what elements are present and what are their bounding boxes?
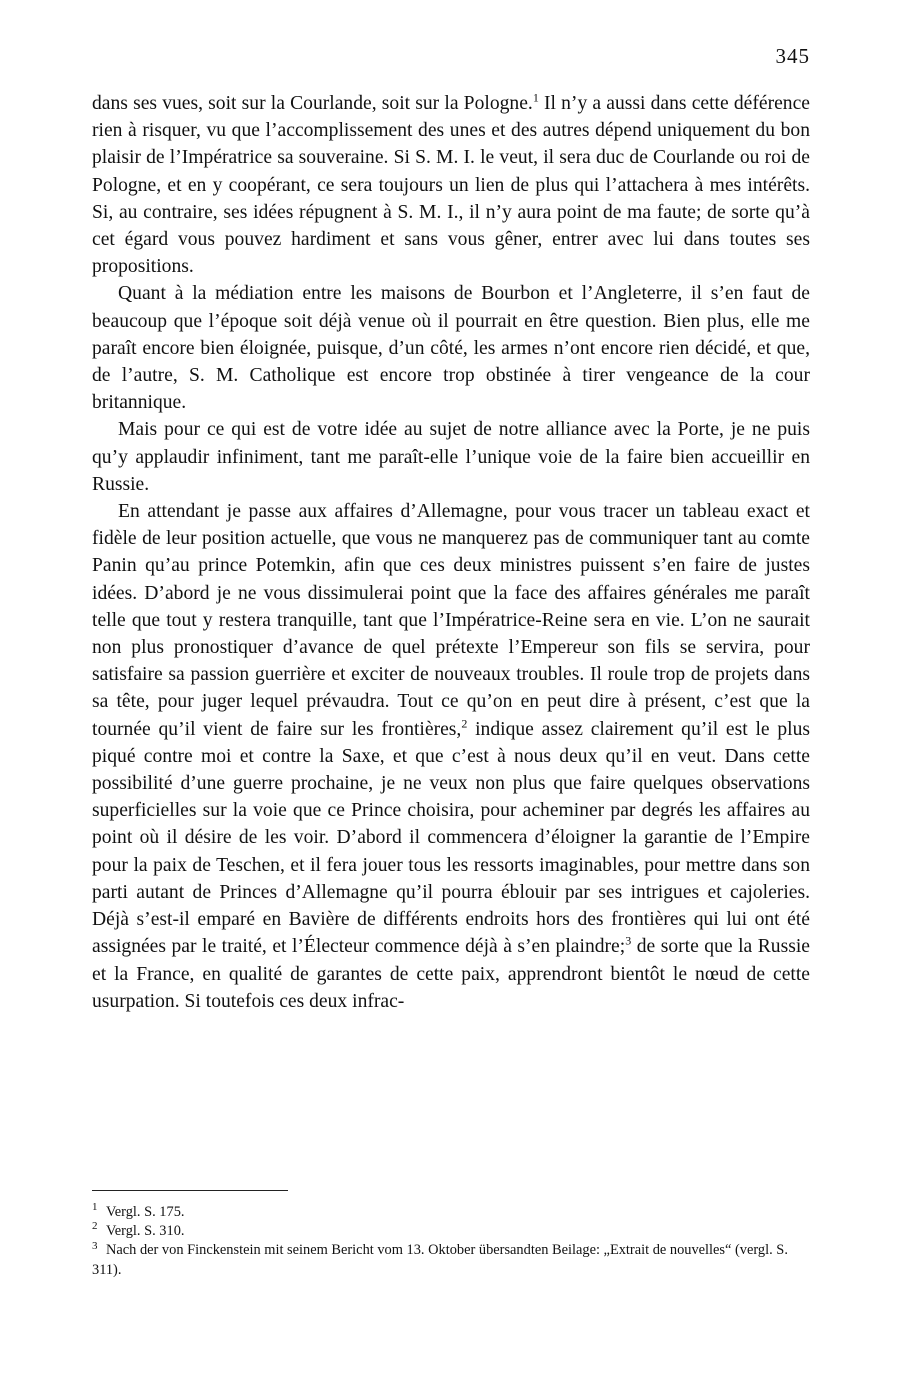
paragraph-1 — [92, 90, 810, 280]
page-number: 345 — [775, 44, 810, 68]
paragraph-4 — [92, 498, 810, 1015]
footnote-1-text: Vergl. S. 175. — [106, 1204, 185, 1220]
footnote-3: 3 Nach der von Finckenstein mit seinem Bericht vom 13. Oktober übersandten Beilage: „Extrait de nouvelles“ (vergl. S. 311). — [92, 1239, 788, 1278]
footnote-2-text: Vergl. S. 310. — [106, 1223, 185, 1240]
footnote-1: 1 Vergl. S. 175. — [92, 1201, 185, 1220]
footnote-3-text: Nach der von Finckenstein mit seinem Bericht vom 13. Oktober übersandten Beilage: „Extrait de nouvelles“ (vergl. S. 311). — [92, 1242, 788, 1278]
footnote-2: 2 Vergl. S. 310. — [92, 1220, 185, 1240]
footnote-ref-1: 1 — [532, 90, 539, 105]
footnote-ref-3: 3 — [625, 933, 632, 948]
paragraph-4-text-a: En attendant je passe aux affaires d’Allemagne, pour vous tracer un tableau exact et fidèle de leur position actuelle, que vous ne manquerez pas de communiquer tant au comte Panin qu’au prince Potemkin, afin que ces deux ministres puissent s’en faire de justes idées. D’abord je ne vous dissimulerai point que la face des affaires générales me paraît telle que tout y restera tranquille, tant que l’Impératrice-Reine sera en vie. L’on ne saurait non plus pronostiquer d’avance de quel prétexte l’Empereur son fils se servira, pour satisfaire sa passion guerrière et exciter de nouveaux troubles. Il roule trop de projets dans sa tête, pour juger lequel prévaudra. Tout ce qu’on en peut dire à présent, c’est que la tournée qu’il vient de faire sur les frontières, — [92, 501, 810, 740]
paragraph-4-text-b: indique assez clairement qu’il est le plus piqué contre moi et contre la Saxe, et que c’est à nous deux qu’il en veut. Dans cette possibilité d’une guerre prochaine, je ne veux non plus que faire quelques observations superficielles sur la voie que ce Prince choisira, pour acheminer par degrés les affaires au point où il désire de les voir. D’abord il commencera d’éloigner la garantie de l’Empire pour la paix de Teschen, et il fera jouer tous les ressorts imaginables, pour mettre dans son parti autant de Princes d’Allemagne qu’il pourra éblouir par ses intrigues et cajoleries. Déjà s’est-il emparé en Bavière de différents endroits hors des frontières qui lui ont été assignées par le traité, et l’Électeur commence déjà à s’en plaindre; — [92, 718, 811, 958]
footnote-ref-2: 2 — [461, 716, 468, 731]
paragraph-3: Mais pour ce qui est de votre idée au sujet de notre alliance avec la Porte, je ne puis qu’y applaudir infiniment, tant me paraît-elle l’unique voie de la faire bien accueillir en Russie. — [92, 419, 810, 495]
paragraph-2: Quant à la médiation entre les maisons de Bourbon et l’Angleterre, il s’en faut de beaucoup que l’époque soit déjà venue où il pourrait en être question. Bien plus, elle me paraît encore bien éloignée, puisque, d’un côté, les armes n’ont encore rien décidé, et que, de l’autre, S. M. Catholique est encore trop obstinée à tirer vengeance de la cour britannique. — [92, 283, 810, 414]
paragraph-1-text-b: Il n’y a aussi dans cette déférence rien à risquer, vu que l’accomplissement des unes et des autres dépend uniquement du bon plaisir de l’Impératrice sa souveraine. Si S. M. I. le veut, il sera duc de Courlande ou roi de Pologne, et en y coopérant, ce sera toujours un lien de plus qui l’attachera à mes intérêts. Si, au contraire, ses idées répugnent à S. M. I., il n’y aura point de ma faute; de sorte qu’à cet égard vous pouvez hardiment et sans vous gêner, entrer avec lui dans toutes ses propositions. — [92, 93, 810, 278]
body-text — [92, 90, 810, 1015]
paragraph-4-text-c: de sorte que la Russie et la France, en qualité de garantes de cette paix, apprendront bientôt le nœud de cette usurpation. Si toutefois ces deux infrac- — [92, 936, 810, 1012]
footnote-divider — [92, 1190, 288, 1191]
paragraph-1-text-a: dans ses vues, soit sur la Courlande, soit sur la Pologne. — [92, 93, 533, 114]
footnotes — [92, 1203, 810, 1280]
